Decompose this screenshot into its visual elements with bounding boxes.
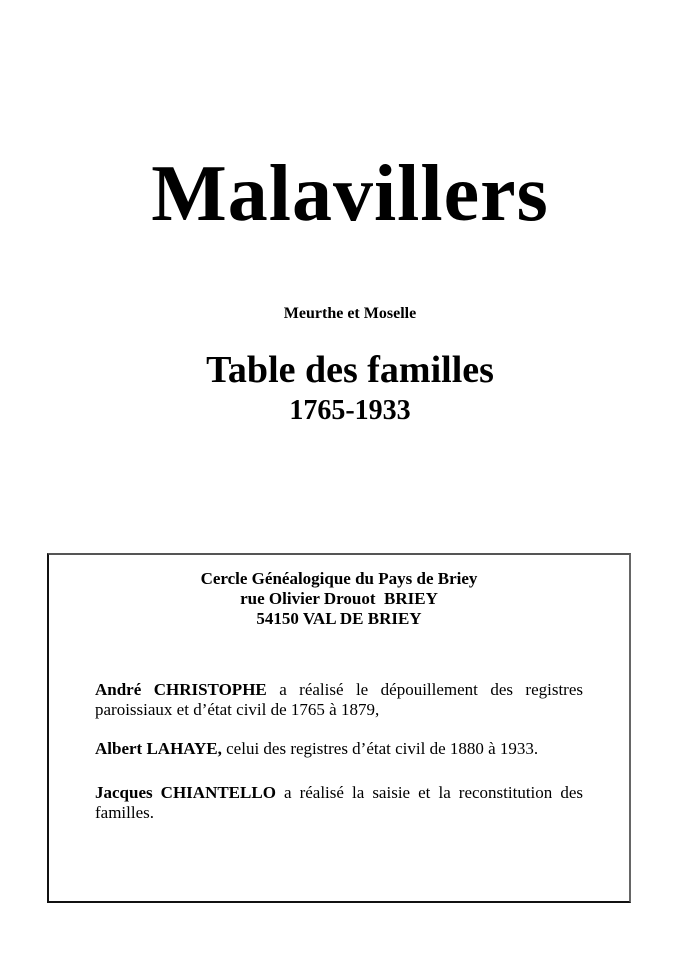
- organization-city: 54150 VAL DE BRIEY: [256, 609, 422, 628]
- document-title: Malavillers: [151, 150, 549, 238]
- document-heading: Table des familles: [206, 349, 494, 391]
- organization-street: rue Olivier Drouot BRIEY: [240, 589, 438, 608]
- organization-block: [49, 569, 629, 629]
- credit-name: André CHRISTOPHE: [95, 680, 267, 699]
- credit-paragraph: [95, 739, 583, 759]
- credit-text: a réalisé la saisie et la reconstitution des familles.: [95, 783, 583, 822]
- credit-text: a réalisé le dépouillement des registres paroissiaux et d’état civil de 1765 à 1879,: [95, 680, 584, 719]
- organization-name: Cercle Généalogique du Pays de Briey: [200, 569, 478, 588]
- credit-paragraph: [95, 680, 583, 720]
- credit-name: Albert LAHAYE,: [95, 739, 222, 758]
- document-years: 1765-1933: [289, 395, 411, 426]
- credits-box: [47, 553, 631, 903]
- credit-paragraph: [95, 783, 583, 823]
- credit-name: Jacques CHIANTELLO: [95, 783, 276, 802]
- credit-text: celui des registres d’état civil de 1880 à 1933.: [221, 739, 539, 758]
- document-subtitle: Meurthe et Moselle: [283, 305, 417, 322]
